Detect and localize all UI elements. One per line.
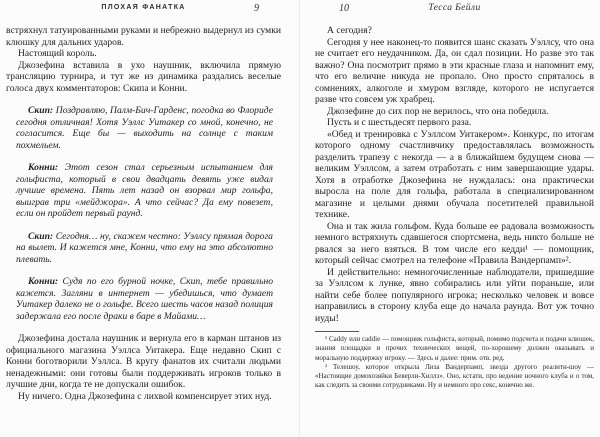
paragraph: Ну ничего. Одна Джозефина с лихвой компенсирует этих нуд. [18,390,272,402]
paragraph: Сегодня у нее наконец-то появится шанс сказать Уэллсу, что она не считает его неудачником. Да, он сдал позиции. Но разве это так важно? Она посмотрит прямо в эти красные глаза и напомнит ему, что его величие никуда не пропало. Оно просто спряталось в сомнениях, алкоголе и хмуром взгляде, которого не испугается разве что совсем уж храбрец. [315,36,594,105]
footnote-separator [315,331,359,332]
paragraph: Она и так жила гольфом. Куда больше ее радовала возможность немного встряхнуть сдавшегося спортсмена, ведь никто больше не рвался за него взяться. В том числе его кедди¹ — помощник, который сейчас смотрел на телефоне «Правила Вандерпамп»². [315,220,594,266]
paragraph: встряхнул татуированными руками и небрежно выдернул из сумки клюшку для дальних ударов. [6,25,281,48]
footnote: ¹ Caddy или caddie — помощник гольфиста, который, помимо подсчета и подачи клюшек, знания площадки и прочих технических вещей, по-хорошему должен оказывать и моральную поддержку игроку. — Здесь и далее: прим. отв. ред. [315,335,594,362]
dialogue-paragraph [16,231,273,266]
paragraph: А сегодня? [327,25,372,36]
footnotes-section [315,331,594,391]
footnote: ² Телешоу, которое открыла Лиза Вандерпамп, звезда другого реалити-шоу — «Настоящие домохозяйки Беверли-Хиллз». Оно, кстати, про ведение ночного клуба и о том, как следить за своими сотрудниками. Ну и немного про секс, конечно же. [315,362,594,390]
paragraph: Джозефина достала наушник и вернула его в карман штанов из официального магазина Уэллса Уитакера. Еще недавно Скип с Конни боготворили Уэллса. В кругу фанатов их считали людьми ненадежными: они готовы были поддерживать игроков только в лучшие дни, когда те не допускали ошибок. [6,333,281,390]
paragraph: И действительно: немногочисленные наблюдатели, пришедшие за Уэллсом к лунке, явно собирались или уйти пораньше, или найти себе более популярного игрока; несколько человек и вовсе направились в сторону клуба еще до начала раунда. Вот уж точно иуды! [315,266,594,324]
paragraph: Джозефине до сих пор не верилось, что она победила. [327,105,549,117]
paragraph: Джозефина вставила в ухо наушник, включила прямую трансляцию турнира, и тут же из динамика раздались веселые голоса двух комментаторов: Скипа и Конни. [6,59,281,94]
dialogue-paragraph [16,105,273,151]
page-number-left: 9 [254,3,259,14]
dialogue-speaker: Скип: [28,230,54,242]
paragraph: Пусть и с шестьдесят первого раза. [327,117,472,128]
dialogue-text: Сегодня… ну, скажем честно: Уэллсу прямая дорога на вылет. И кажется мне, Конни, что ему на это абсолютно плевать. [16,230,273,265]
dialogue-text: Поздравляю, Палм-Бич-Гарденс, погодка во Флориде сегодня отличная! Хотя Уэллс Уитакер со мной, конечно, не согласится. Еще бы — выходить на солнце с таким похмельем. [16,105,273,151]
author-header: Тесса Бейли [428,3,481,13]
dialogue-speaker: Конни: [28,162,59,173]
dialogue-speaker: Скип: [28,105,54,116]
paragraph: «Обед и тренировка с Уэллсом Уитакером». Конкурс, по итогам которого одному счастливчику предоставлялась возможность разделить трапезу с некогда — а в ближайшем будущем снова — великим Уэллсом, а затем отработать с ним завершающие удары. Хотя в отработке Джозефина не нуждалась: она практически выросла на поле для гольфа, работала в специализированном магазине и целыми днями обучала посетителей правильной технике. [315,128,594,220]
dialogue-paragraph [16,276,273,322]
page-body-left [6,25,281,402]
dialogue-text: Этот сезон стал серьезным испытанием для гольфиста, который в свои двадцать девять уже видал лучшие времена. Пять лет назад он взорвал мир гольфа, выиграв три «мейджора». А что сейчас? Да ему повезет, если он пройдет первый раунд. [16,162,273,219]
dialogue-speaker: Конни: [28,276,59,287]
running-header-left [6,3,281,19]
paragraph: Настоящий король. [18,48,97,59]
page-right [300,0,600,437]
page-number-right: 10 [339,3,349,14]
book-title-header: ПЛОХАЯ ФАНАТКА [101,4,186,11]
dialogue-text: Судя по его бурной ночке, Скип, тебе правильно кажется. Загляни в интернет — убедишься, что думает Уитакер далеко не о гольфе. Всего шесть часов назад полиция задержала его после драки в баре в Майами… [16,276,274,322]
dialogue-paragraph [16,162,273,220]
page-body-right [315,25,594,324]
running-header-right [315,3,594,19]
